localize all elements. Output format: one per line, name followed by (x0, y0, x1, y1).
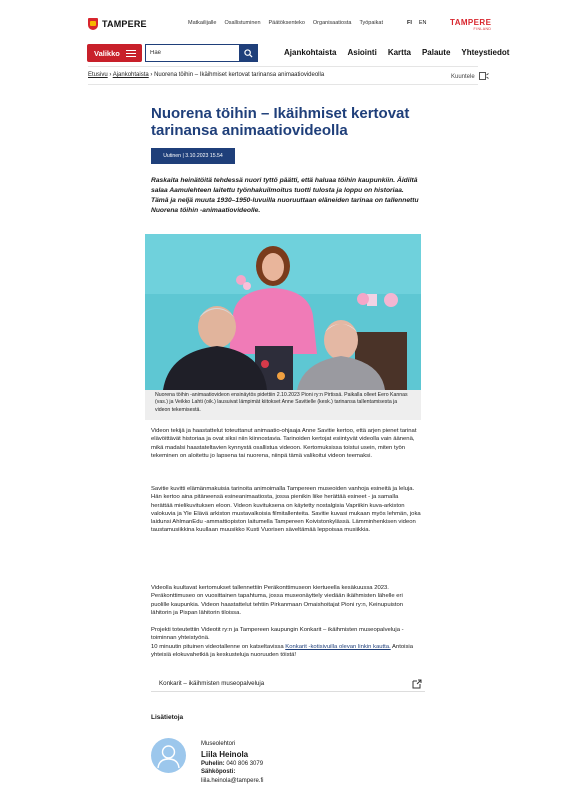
person-icon (151, 738, 186, 773)
logo-text: TAMPERE (102, 19, 147, 29)
lang-en[interactable]: EN (418, 20, 427, 26)
breadcrumb-home[interactable]: Etusivu (88, 72, 108, 78)
article-paragraph-1: Videon tekijä ja haastattelut toteuttanut animaatio-ohjaaja Anne Savitie kertoo, että arjen pienet tarinat elävöittävät historiaa ja ovat siksi niin kiinnostavia. Tarinoiden kertojat esiintyvät videolla vain äänenä, mikä madalsi haastateltavien kynnystä osallistua videoon. Kertomuksissa toistui usein, miten työn tekeminen on aloitettu jo lapsena tai nuorena, niinpä tämä valikoitui videon teemaksi. (151, 428, 417, 459)
contact-phone-row (201, 760, 263, 769)
date-badge: Uutinen | 3.10.2023 15.54 (151, 148, 235, 164)
article-photo-image (145, 234, 421, 390)
nav-ajankohtaista[interactable]: Ajankohtaista (284, 48, 337, 57)
top-link-paatoksenteko[interactable]: Päätöksenteko (268, 20, 305, 26)
top-link-organisaatiosta[interactable]: Organisaatiosta (312, 20, 352, 26)
avatar (151, 738, 186, 773)
konkarit-video-link[interactable]: Konkarit -kotisivuilla olevan linkin kautta. (285, 643, 391, 650)
article-lead: Raskaita heinätöitä tehdessä nuori tyttö päätti, että haluaa töihin kaupunkiin. Äidiltä salaa Aamulehteen laitettu työnhakuilmoitus tuotti tulosta ja loppu on historiaa. Tämä ja neljä muuta 1930–1950-luvuilla nuoruuttaan eläneiden tarinaa on tallennettu Nuorena töihin -animaatiovideolle. (151, 177, 419, 214)
brand-sub: FINLAND (473, 27, 492, 31)
link-box-label: Konkarit – ikäihmisten museopalveluja (159, 680, 265, 687)
contact-card (201, 740, 263, 785)
lang-fi[interactable]: FI (407, 20, 412, 26)
tampere-finland-brand[interactable] (450, 18, 491, 31)
email-address[interactable]: liila.heinola@tampere.fi (201, 777, 264, 784)
menu-button[interactable] (87, 44, 142, 62)
top-link-matkailijalle[interactable]: Matkailijalle (188, 20, 217, 26)
menu-label: Valikko (94, 48, 120, 58)
contact-role: Museolehtori (201, 741, 236, 747)
contact-name: Liila Heinola (201, 749, 249, 759)
article-paragraph-4 (151, 626, 421, 659)
phone-label: Puhelin: (201, 760, 225, 767)
search-button[interactable] (239, 45, 257, 61)
search-box (145, 44, 258, 62)
paragraph-4-part-c: Antoisia yhteisiä elokuvahetkiä ja keskusteluja nuoruuden töistä! (151, 643, 413, 658)
tampere-crest-icon (88, 18, 98, 30)
top-links (188, 20, 383, 26)
brand-text: TAMPERE (450, 18, 492, 27)
breadcrumb-separator: › (150, 72, 153, 78)
language-switcher (407, 20, 427, 26)
paragraph-4-part-a: Projekti toteutettiin Videotit ry:n ja Tampereen kaupungin Konkarit – ikäihmisten museopalveluja -toiminnan yhteistyönä. (151, 627, 404, 642)
article-photo (145, 234, 421, 390)
top-bar (0, 0, 566, 40)
phone-number[interactable]: 040 806 3079 (226, 760, 264, 767)
breadcrumb (88, 72, 324, 78)
top-link-tyopaikat[interactable]: Työpaikat (359, 20, 383, 26)
main-nav (284, 48, 509, 57)
external-link-icon (412, 679, 422, 689)
nav-palaute[interactable]: Palaute (421, 48, 451, 57)
photo-caption: Nuorena töihin -animaatiovideon ensinäytös pidettiin 2.10.2023 Pioni ry:n Pirtissä. Paikalla olleet Eero Kannas (vas.) ja Veikko Lahti (oik.) lausuivat lämpimät kiitokset Anne Savitielle (kesk.) tarinansa tallentamisesta ja videon tekemisestä. (145, 390, 421, 420)
search-icon (244, 49, 253, 58)
paragraph-4-part-b: 10 minuutin pituinen videotallenne on katseltavissa (151, 643, 286, 650)
nav-kartta[interactable]: Kartta (387, 48, 411, 57)
breadcrumb-separator: › (109, 72, 112, 78)
main-nav-row (0, 44, 566, 62)
konkarit-link-box[interactable] (151, 676, 425, 692)
email-label: Sähköposti: (201, 769, 236, 775)
breadcrumb-current: Nuorena töihin – Ikäihmiset kertovat tarinansa animaatiovideolla (154, 72, 325, 78)
breadcrumb-section[interactable]: Ajankohtaista (112, 72, 149, 78)
search-input[interactable] (146, 45, 239, 61)
breadcrumb-divider (88, 84, 478, 85)
top-link-osallistuminen[interactable]: Osallistuminen (224, 20, 261, 26)
tampere-logo[interactable] (88, 18, 147, 30)
more-info-title: Lisätietoja (151, 714, 184, 721)
article-paragraph-2: Savitie kuvitti elämänmakuisia tarinoita animoimalla Tampereen museoiden vanhoja esineitä ja leluja. Hän kertoo aina pitäneensä esineanimaatiosta, jossa pienikin liike herättää esineet - ja samalla herättää mielikuvituksen eloon. Videon kuvituksena on käytetty nostalgisia Vapriikin kuva-arkiston valokuvia ja Yle Elävä arkiston mustavalkoisia filmitallenteita. Savitie kuvasi mukaan myös lehmän, joka laidunsi AhlmanEdu -ammattiopiston laitumella Tampereen Koivistonkylässä. Lämminhenkisen videon taustamusiikkina kuullaan muusikko Kusti Vuorisen säveltämää leppoisaa musiikkia. (151, 486, 421, 534)
nav-asiointi[interactable]: Asiointi (347, 48, 377, 57)
listen-icon (479, 72, 489, 81)
nav-yhteystiedot[interactable]: Yhteystiedot (461, 48, 510, 57)
header-divider (88, 66, 478, 67)
article-paragraph-3: Videolla kuultavat kertomukset tallennettiin Peräkonttimuseon kiertueella kesäkuussa 2023. Peräkonttimuseo on vuosittainen tapahtuma, jossa museonäyttely viedään ikäihmisten lähelle eri puolille kaupunkia. Videon haastattelut tehtiin Pirkanmaan Omaishoitajat Pioni ry:n, Keinupuiston lähitorin ja Pispan lähitorin tiloissa. (151, 585, 404, 616)
menu-icon (126, 50, 136, 57)
listen-label: Kuuntele (451, 73, 475, 80)
page-title: Nuorena töihin – Ikäihmiset kertovat tarinansa animaatiovideolla (151, 105, 410, 139)
listen-button[interactable] (451, 72, 489, 81)
